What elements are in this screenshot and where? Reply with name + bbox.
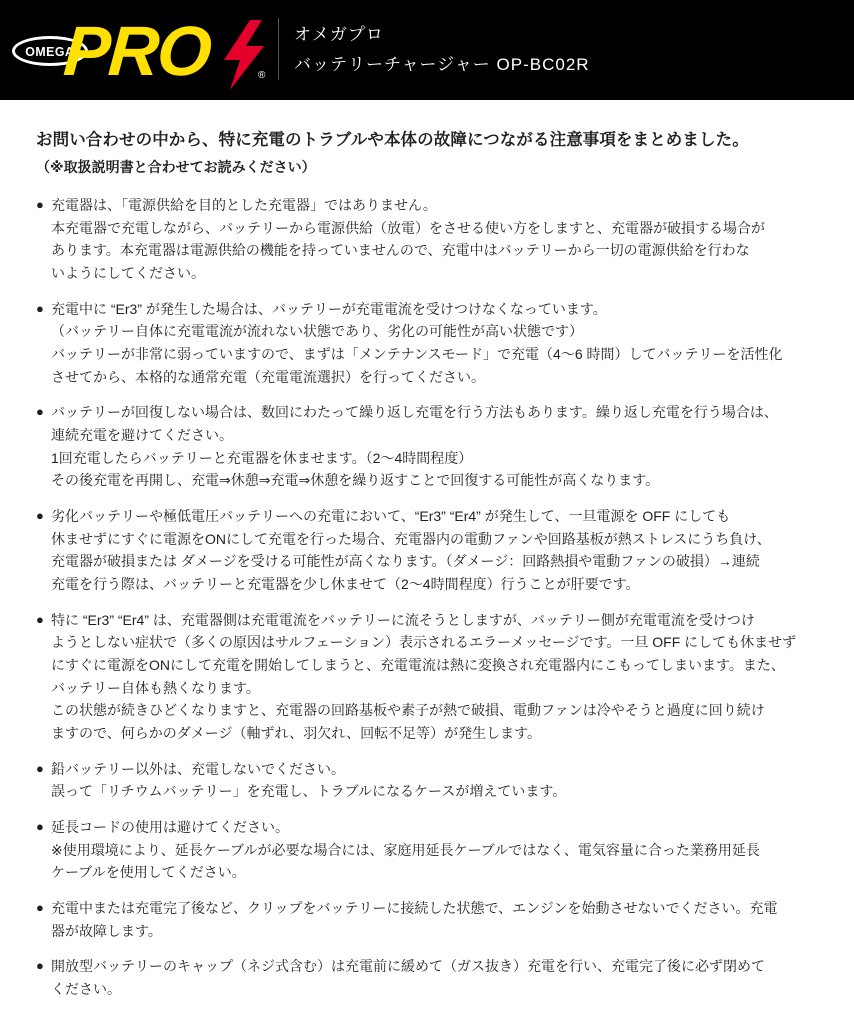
notice-line: この状態が続きひどくなりますと、充電器の回路基板や素子が熱で破損、電動ファンは冷やそうと過度に回り続け (51, 702, 765, 719)
bullet-icon: ● (36, 819, 44, 835)
notice-line: ケーブルを使用してください。 (51, 864, 246, 881)
notice-line: （バッテリー自体に充電電流が流れない状態であり、劣化の可能性が高い状態です） (51, 323, 583, 340)
bullet-icon: ● (36, 300, 44, 316)
notice-item (36, 298, 818, 389)
notice-heading: 延長コードの使用は避けてください。 (51, 819, 289, 836)
brand-logo (8, 12, 276, 90)
notice-body (51, 780, 818, 803)
notice-item (36, 816, 818, 884)
notice-item (36, 194, 818, 285)
notice-line: 本充電器で充電しながら、バッテリーから電源供給（放電）をさせる使い方をしますと、充電器が破損する場合が (51, 219, 765, 236)
notice-item (36, 401, 818, 492)
notice-body (51, 217, 818, 285)
notice-heading: 劣化バッテリーや極低電圧バッテリーへの充電において、“Er3” “Er4” が発生して、一旦電源を OFF にしても (51, 508, 731, 525)
bullet-icon: ● (36, 611, 44, 627)
notice-line: バッテリーが非常に弱っていますので、まずは「メンテナンスモード」で充電（4～6 時間）してバッテリーを活性化 (51, 345, 783, 362)
product-model-title: バッテリーチャージャー OP-BC02R (294, 55, 590, 74)
notice-line: 1回充電したらバッテリーと充電器を休ませます。（2～4時間程度） (51, 449, 473, 466)
notice-line: ようとしない症状で（多くの原因はサルフェーション）表示されるエラーメッセージです。一旦 OFF にしても休ませず (51, 634, 797, 651)
notice-line: 誤って「リチウムバッテリー」を充電し、トラブルになるケースが増えています。 (51, 783, 567, 800)
bullet-icon: ● (36, 760, 44, 776)
notice-line: ※使用環境により、延長ケーブルが必要な場合には、家庭用延長ケーブルではなく、電気容量に合った業務用延長 (51, 841, 760, 858)
notice-line: いようにしてください。 (51, 264, 205, 281)
notice-body (51, 920, 818, 943)
bullet-icon: ● (36, 900, 44, 916)
notice-line: バッテリー自体も熱くなります。 (51, 679, 260, 696)
notice-heading: 鉛バッテリー以外は、充電しないでください。 (51, 760, 345, 777)
notice-line: させてから、本格的な通常充電（充電電流選択）を行ってください。 (51, 368, 485, 385)
notice-body (51, 978, 818, 1001)
notice-item (36, 609, 818, 745)
notice-heading: 充電中に “Er3” が発生した場合は、バッテリーが充電電流を受けつけなくなっています。 (51, 300, 607, 317)
notice-item (36, 955, 818, 1000)
product-brand-title: オメガプロ (294, 25, 384, 44)
notice-line: ますので、何らかのダメージ（軸ずれ、羽欠れ、回転不足等）が発生します。 (51, 725, 541, 742)
bullet-icon: ● (36, 958, 44, 974)
notice-item (36, 897, 818, 942)
notice-line: 器が故障します。 (51, 922, 162, 939)
notice-heading: バッテリーが回復しない場合は、数回にわたって繰り返し充電を行う方法もあります。繰り返し充電を行う場合は、 (51, 404, 778, 421)
notice-line: あります。本充電器は電源供給の機能を持っていませんので、充電中はバッテリーから一切の電源供給を行わな (51, 242, 750, 259)
notice-item (36, 758, 818, 803)
pro-wordmark: PRO (61, 12, 213, 90)
lead-subnote: （※取扱説明書と合わせてお読みください） (36, 158, 316, 175)
notice-heading: 充電中または充電完了後など、クリップをバッテリーに接続した状態で、エンジンを始動させないでください。充電 (51, 900, 778, 917)
notice-line: 連続充電を避けてください。 (51, 427, 233, 443)
notice-line: 充電器が破損または ダメージを受ける可能性が高くなります。（ダメージ：回路熱損や電動ファンの破損）→連続 (51, 553, 760, 570)
document-body (0, 100, 854, 1001)
notice-item (36, 505, 818, 596)
notice-line: にすぐに電源をONにして充電を開始してしまうと、充電電流は熱に変換され充電器内にこもってしまいます。また、 (51, 657, 785, 674)
notice-line: 充電を行う際は、バッテリーと充電器を少し休ませて（2～4時間程度）行うことが肝要です。 (51, 576, 640, 593)
notice-heading: 充電器は、「電源供給を目的とした充電器」ではありません。 (51, 196, 437, 213)
notice-body (51, 320, 818, 388)
notice-body (51, 528, 818, 596)
notice-heading: 開放型バッテリーのキャップ（ネジ式含む）は充電前に緩めて（ガス抜き）充電を行い、充電完了後に必ず閉めて (51, 958, 765, 975)
bullet-icon: ● (36, 404, 44, 420)
page-header (0, 0, 854, 100)
notice-body (51, 631, 818, 744)
bullet-icon: ● (36, 508, 44, 524)
notice-line: 休ませずにすぐに電源をONにして充電を行った場合、充電器内の電動ファンや回路基板が熱ストレスにうち負け、 (51, 530, 771, 547)
notice-body (51, 424, 818, 492)
notice-line: その後充電を再開し、充電⇒休憩⇒充電⇒休憩を繰り返すことで回復する可能性が高くなります。 (51, 472, 660, 489)
omega-badge-label: OMEGA (25, 43, 75, 59)
bullet-icon: ● (36, 196, 44, 212)
lead-paragraph: お問い合わせの中から、特に充電のトラブルや本体の故障につながる注意事項をまとめました。 (36, 131, 749, 149)
header-title-block (294, 20, 590, 80)
header-divider (278, 18, 279, 80)
registered-mark: ® (258, 70, 266, 81)
notice-heading: 特に “Er3” “Er4” は、充電器側は充電電流をバッテリーに流そうとしますが、バッテリー側が充電電流を受けつけ (51, 611, 755, 628)
notice-line: ください。 (51, 981, 121, 998)
notice-body (51, 839, 818, 884)
